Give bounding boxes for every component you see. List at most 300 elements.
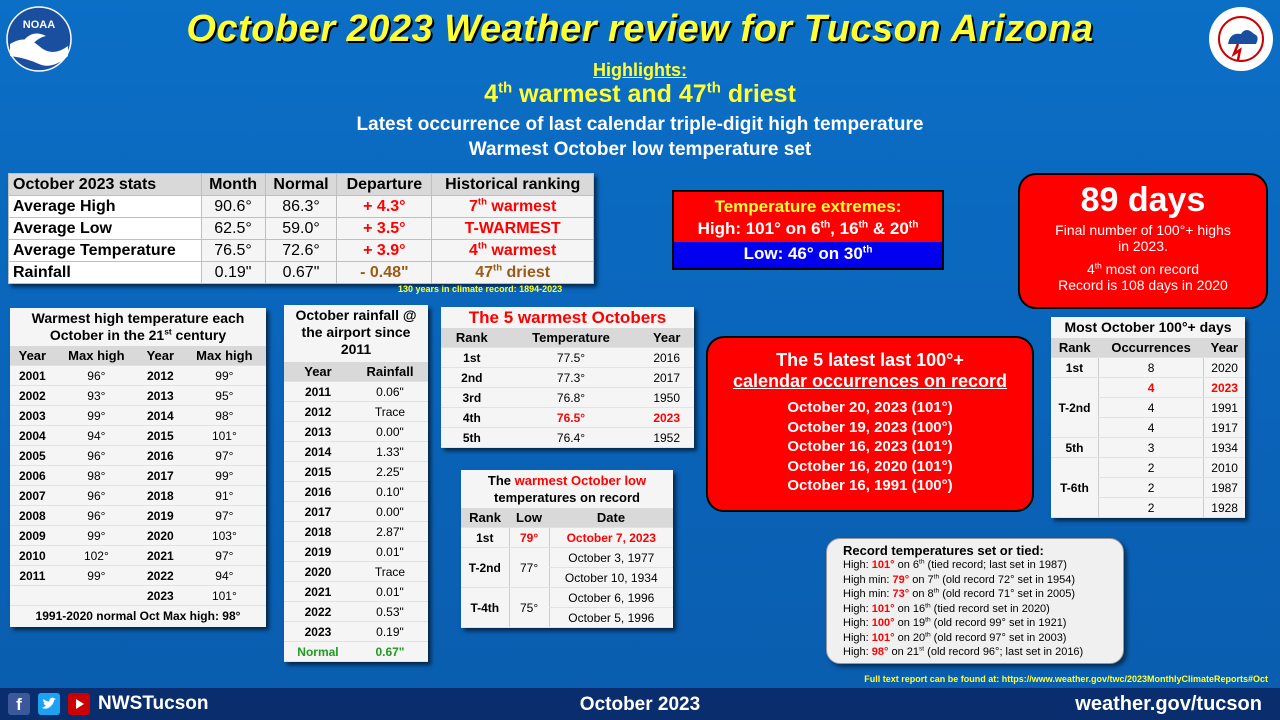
record-item — [843, 573, 1123, 588]
table-cell: 2014 — [138, 406, 183, 426]
table-cell: 2003 — [10, 406, 55, 426]
table-cell: 1st — [441, 348, 503, 368]
low-date: October 7, 2023 — [549, 528, 673, 548]
table-cell: 2015 — [138, 426, 183, 446]
rainfall-normal-row — [284, 642, 428, 662]
record-note: (old record 72° set in 1954) — [939, 573, 1076, 586]
table-row — [10, 546, 266, 566]
rank-cell: T-6th — [1051, 458, 1098, 518]
table-cell: 97° — [183, 546, 266, 566]
column-header: Year — [639, 328, 694, 348]
occurrences-cell: 4 — [1098, 378, 1203, 398]
table-cell: 76.5° — [503, 408, 640, 428]
temperature-extremes-high: High: 101° on 6th, 16th & 20th — [697, 219, 919, 238]
table-cell: 103° — [183, 526, 266, 546]
table-row — [284, 622, 428, 642]
year-cell: 2023 — [1204, 378, 1245, 398]
table-row — [284, 502, 428, 522]
low-date: October 10, 1934 — [549, 568, 673, 588]
stats-normal-value: 86.3° — [265, 196, 337, 218]
footer-month: October 2023 — [579, 694, 701, 715]
rainfall-amount: 2.87" — [352, 522, 428, 542]
column-header: Occurrences — [1098, 338, 1203, 358]
table-cell: 2023 — [639, 408, 694, 428]
rainfall-normal-label: Normal — [284, 642, 352, 662]
rainfall-year: 2017 — [284, 502, 352, 522]
rainfall-amount: 1.33" — [352, 442, 428, 462]
table-cell: 2006 — [10, 466, 55, 486]
record-value: 101° — [871, 631, 895, 644]
rainfall-normal-value: 0.67" — [352, 642, 428, 662]
table-row — [441, 388, 694, 408]
year-cell: 1928 — [1204, 498, 1245, 518]
stats-departure: - 0.48" — [337, 262, 432, 284]
temperature-extremes-box — [672, 190, 944, 270]
table-header-row — [461, 508, 673, 528]
year-cell: 1934 — [1204, 438, 1245, 458]
table-row — [441, 428, 694, 448]
most-100-days-title: Most October 100°+ days — [1064, 319, 1232, 335]
record-day: on 21 — [888, 646, 919, 658]
record-type: High min: — [843, 588, 893, 600]
social-handle[interactable]: NWSTucson — [98, 693, 209, 714]
latest-100-item: October 16, 1991 (100°) — [787, 477, 953, 494]
climate-record-note: 130 years in climate record: 1894-2023 — [398, 284, 563, 294]
stats-ranking — [432, 240, 594, 262]
table-cell: 96° — [55, 486, 138, 506]
table-header-row — [10, 346, 266, 366]
stats-normal-value: 0.67" — [265, 262, 337, 284]
record-day: on 7 — [909, 573, 934, 586]
record-value: 101° — [871, 602, 895, 615]
table-row — [1051, 458, 1245, 478]
days-box-line2: in 2023. — [1118, 238, 1168, 254]
record-day-suffix: th — [933, 587, 940, 595]
table-cell: 1952 — [639, 428, 694, 448]
low-date: October 5, 1996 — [549, 608, 673, 628]
records-title: Record temperatures set or tied: — [843, 543, 1044, 558]
stats-ranking — [432, 196, 594, 218]
record-type: High: — [843, 602, 872, 615]
latest-100-item: October 16, 2020 (101°) — [787, 457, 953, 475]
stats-row — [9, 240, 594, 262]
rank-cell: 5th — [1051, 438, 1098, 458]
column-header: Year — [284, 362, 352, 382]
hundred-degree-days-box — [1018, 173, 1268, 309]
table-cell: 2023 — [138, 586, 183, 606]
column-header: Max high — [55, 346, 138, 366]
ranking-text: warmest — [486, 197, 557, 215]
stats-normal-value: 59.0° — [265, 218, 337, 240]
table-cell: 97° — [183, 506, 266, 526]
stats-departure: + 3.5° — [337, 218, 432, 240]
table-row — [284, 582, 428, 602]
highlight-main: 4th warmest and 47th driest — [484, 79, 796, 108]
record-day-suffix: th — [925, 630, 931, 638]
table-header-row — [284, 362, 428, 382]
table-cell: 2016 — [639, 348, 694, 368]
hundred-degree-days-count: 89 days — [1080, 181, 1206, 219]
record-note: (old record 71° set in 2005) — [939, 588, 1076, 600]
table-row — [10, 406, 266, 426]
rainfall-table — [284, 362, 428, 662]
svg-text:NOAA: NOAA — [22, 19, 56, 31]
table-row — [284, 402, 428, 422]
warmest-high-title: Warmest high temperature each October in the 21st century — [31, 310, 245, 343]
table-cell: 101° — [183, 426, 266, 446]
rainfall-year: 2013 — [284, 422, 352, 442]
low-date: October 3, 1977 — [549, 548, 673, 568]
table-row — [461, 548, 673, 568]
stats-column-header: Month — [201, 174, 265, 196]
highlight-warmest-low: Warmest October low temperature set — [468, 139, 812, 160]
table-cell: 98° — [183, 406, 266, 426]
rainfall-amount: 0.00" — [352, 502, 428, 522]
table-row — [284, 382, 428, 402]
table-cell: 99° — [55, 566, 138, 586]
rank-cell: T-2nd — [1051, 378, 1098, 438]
table-cell: 5th — [441, 428, 503, 448]
column-header: Year — [1204, 338, 1245, 358]
rainfall-year: 2022 — [284, 602, 352, 622]
stats-departure: + 4.3° — [337, 196, 432, 218]
record-note: (old record 97° set in 2003) — [930, 631, 1067, 644]
warmest-lows-panel — [461, 470, 673, 628]
year-cell: 2020 — [1204, 358, 1245, 378]
low-rank: 1st — [461, 528, 509, 548]
table-row — [10, 426, 266, 446]
table-cell: 99° — [55, 526, 138, 546]
latest-100-item: October 16, 2023 (101°) — [787, 438, 953, 455]
warmest-lows-table — [461, 508, 673, 628]
records-list — [843, 558, 1123, 660]
occurrences-cell: 2 — [1098, 498, 1203, 518]
table-cell: 77.3° — [503, 368, 640, 388]
table-header-row — [441, 328, 694, 348]
rainfall-year: 2011 — [284, 382, 352, 402]
rainfall-amount: 0.01" — [352, 542, 428, 562]
days-box-line1: Final number of 100°+ highs — [1055, 222, 1231, 238]
table-cell: 1950 — [639, 388, 694, 408]
record-item — [843, 616, 1123, 631]
table-row — [1051, 358, 1245, 378]
table-cell: 94° — [55, 426, 138, 446]
table-row — [284, 422, 428, 442]
stats-month-value: 0.19" — [201, 262, 265, 284]
record-note: (tied record; last set in 1987) — [924, 559, 1067, 571]
warmest-octobers-table — [441, 328, 694, 448]
stats-normal-value: 72.6° — [265, 240, 337, 262]
stats-month-value: 76.5° — [201, 240, 265, 262]
stats-row-label: Average High — [9, 196, 202, 218]
latest-100-subtitle: calendar occurrences on record — [732, 371, 1008, 391]
rainfall-year: 2015 — [284, 462, 352, 482]
table-row — [284, 542, 428, 562]
rainfall-amount: 0.01" — [352, 582, 428, 602]
stats-row — [9, 262, 594, 284]
table-cell: 2017 — [138, 466, 183, 486]
ranking-value: 7 — [468, 197, 478, 215]
table-cell: 2017 — [639, 368, 694, 388]
rainfall-year: 2019 — [284, 542, 352, 562]
occurrences-cell: 2 — [1098, 458, 1203, 478]
table-cell: 2002 — [10, 386, 55, 406]
footer-site-link[interactable]: weather.gov/tucson — [1075, 693, 1262, 715]
table-row — [10, 586, 266, 606]
table-cell — [10, 586, 55, 606]
table-cell: 2013 — [138, 386, 183, 406]
rainfall-amount: Trace — [352, 562, 428, 582]
table-cell: 95° — [183, 386, 266, 406]
table-header-row — [1051, 338, 1245, 358]
stats-ranking — [432, 262, 594, 284]
record-item — [843, 558, 1123, 573]
stats-table-panel — [8, 173, 594, 284]
record-note: (old record 99° set in 1921) — [930, 617, 1067, 629]
stats-row-label: Average Low — [9, 218, 202, 240]
facebook-icon[interactable]: f — [8, 693, 30, 715]
rainfall-amount: 0.00" — [352, 422, 428, 442]
rainfall-amount: Trace — [352, 402, 428, 422]
footer-bar — [0, 688, 1280, 720]
table-cell: 96° — [55, 446, 138, 466]
rainfall-amount: 2.25" — [352, 462, 428, 482]
table-cell: 3rd — [441, 388, 503, 408]
temperature-extremes-low: Low: 46° on 30th — [674, 242, 942, 268]
table-cell: 2008 — [10, 506, 55, 526]
latest-100-title: The 5 latest last 100°+ — [776, 350, 964, 370]
table-cell: 2004 — [10, 426, 55, 446]
table-row — [10, 566, 266, 586]
table-row — [1051, 438, 1245, 458]
table-cell: 99° — [183, 366, 266, 386]
table-cell: 76.4° — [503, 428, 640, 448]
rainfall-amount: 0.19" — [352, 622, 428, 642]
year-cell: 1991 — [1204, 398, 1245, 418]
table-cell: 97° — [183, 446, 266, 466]
rainfall-panel — [284, 305, 428, 662]
table-row — [284, 462, 428, 482]
table-cell: 99° — [55, 406, 138, 426]
record-value: 98° — [871, 646, 889, 658]
column-header: Max high — [183, 346, 266, 366]
occurrences-cell: 3 — [1098, 438, 1203, 458]
warmest-octobers-panel — [441, 307, 694, 448]
latest-100-item: October 19, 2023 (100°) — [787, 418, 953, 436]
table-row — [461, 528, 673, 548]
rainfall-year: 2014 — [284, 442, 352, 462]
column-header: Year — [138, 346, 183, 366]
stats-table — [8, 173, 594, 284]
table-row — [284, 602, 428, 622]
table-cell: 2nd — [441, 368, 503, 388]
record-day-suffix: th — [933, 572, 940, 580]
temperature-extremes-title: Temperature extremes: — [714, 197, 902, 216]
table-cell: 2019 — [138, 506, 183, 526]
warmest-high-normal: 1991-2020 normal Oct Max high: 98° — [35, 609, 241, 623]
table-row — [461, 588, 673, 608]
table-cell: 2011 — [10, 566, 55, 586]
table-cell: 2020 — [138, 526, 183, 546]
rainfall-year: 2012 — [284, 402, 352, 422]
table-row — [284, 522, 428, 542]
record-type: High min: — [843, 573, 893, 586]
latest-100-box — [706, 336, 1034, 512]
table-cell: 2022 — [138, 566, 183, 586]
table-cell: 2005 — [10, 446, 55, 466]
year-cell: 1917 — [1204, 418, 1245, 438]
highlight-latest-triple-digit: Latest occurrence of last calendar triple-digit high temperature — [356, 114, 924, 135]
most-100-days-panel — [1051, 317, 1245, 518]
rainfall-title: October rainfall @ the airport since 2011 — [295, 307, 417, 357]
record-day: on 16 — [894, 602, 926, 615]
stats-column-header: Departure — [337, 174, 432, 196]
occurrences-cell: 8 — [1098, 358, 1203, 378]
stats-ranking — [432, 218, 594, 240]
most-100-days-table — [1051, 338, 1245, 518]
column-header: Rank — [461, 508, 509, 528]
rainfall-year: 2018 — [284, 522, 352, 542]
table-row — [441, 368, 694, 388]
table-row — [10, 466, 266, 486]
column-header: Rainfall — [352, 362, 428, 382]
page-title: October 2023 Weather review for Tucson Arizona — [186, 8, 1094, 50]
table-cell: 102° — [55, 546, 138, 566]
latest-100-item: October 20, 2023 (101°) — [787, 399, 953, 416]
record-type: High: — [843, 631, 872, 644]
record-day: on 8 — [909, 588, 934, 600]
low-date: October 6, 1996 — [549, 588, 673, 608]
stats-column-header: October 2023 stats — [9, 174, 202, 196]
stats-row — [9, 196, 594, 218]
rainfall-year: 2021 — [284, 582, 352, 602]
ranking-value: 47 — [475, 263, 493, 281]
record-note: (tied record set in 2020) — [930, 602, 1050, 615]
table-cell: 2018 — [138, 486, 183, 506]
record-item — [843, 602, 1123, 617]
column-header: Temperature — [503, 328, 640, 348]
table-row — [284, 562, 428, 582]
rank-cell: 1st — [1051, 358, 1098, 378]
column-header: Year — [10, 346, 55, 366]
highlights-label: Highlights: — [593, 60, 687, 80]
record-day-suffix: th — [925, 616, 931, 624]
record-value: 100° — [871, 617, 895, 629]
record-item — [843, 645, 1123, 660]
record-value: 101° — [871, 559, 895, 571]
record-day-suffix: th — [925, 601, 931, 609]
rainfall-year: 2016 — [284, 482, 352, 502]
table-row — [1051, 378, 1245, 398]
table-row — [10, 386, 266, 406]
rainfall-year: 2023 — [284, 622, 352, 642]
ranking-suffix: th — [477, 240, 487, 252]
record-item — [843, 587, 1123, 602]
warmest-high-panel — [10, 308, 266, 627]
column-header: Low — [509, 508, 549, 528]
occurrences-cell: 4 — [1098, 398, 1203, 418]
record-day: on 6 — [894, 559, 919, 571]
days-box-line3: 4th most on record — [1086, 260, 1200, 277]
low-value: 77° — [509, 548, 549, 588]
table-cell: 94° — [183, 566, 266, 586]
full-report-link[interactable]: Full text report can be found at: https://www.weather.gov/twc/2023MonthlyClimateReports#Oct — [864, 674, 1268, 684]
stats-month-value: 62.5° — [201, 218, 265, 240]
latest-100-list — [708, 398, 1032, 496]
warmest-lows-title: The warmest October low temperatures on record — [487, 473, 647, 505]
stats-row — [9, 218, 594, 240]
table-cell: 2009 — [10, 526, 55, 546]
record-item — [843, 631, 1123, 646]
table-cell: 76.8° — [503, 388, 640, 408]
ranking-text: driest — [502, 263, 551, 281]
table-cell: 2016 — [138, 446, 183, 466]
rainfall-amount: 0.06" — [352, 382, 428, 402]
table-cell: 2007 — [10, 486, 55, 506]
year-cell: 2010 — [1204, 458, 1245, 478]
stats-column-header: Historical ranking — [432, 174, 594, 196]
stats-header-row — [9, 174, 594, 196]
stats-row-label: Average Temperature — [9, 240, 202, 262]
table-cell: 2010 — [10, 546, 55, 566]
table-cell: 96° — [55, 366, 138, 386]
record-day-suffix: st — [918, 645, 925, 653]
low-value: 79° — [509, 528, 549, 548]
stats-departure: + 3.9° — [337, 240, 432, 262]
record-day: on 19 — [894, 617, 926, 629]
low-rank: T-2nd — [461, 548, 509, 588]
ranking-value: T-WARMEST — [464, 219, 561, 237]
table-cell: 2001 — [10, 366, 55, 386]
stats-column-header: Normal — [265, 174, 337, 196]
rainfall-amount: 0.10" — [352, 482, 428, 502]
record-note: (old record 96°; last set in 2016) — [924, 646, 1084, 658]
rainfall-amount: 0.53" — [352, 602, 428, 622]
table-row — [10, 366, 266, 386]
record-value: 79° — [892, 573, 910, 586]
stats-month-value: 90.6° — [201, 196, 265, 218]
table-cell: 96° — [55, 506, 138, 526]
table-cell: 77.5° — [503, 348, 640, 368]
table-cell: 99° — [183, 466, 266, 486]
ranking-suffix: th — [477, 196, 487, 208]
record-type: High: — [843, 617, 872, 629]
days-box-line4: Record is 108 days in 2020 — [1058, 277, 1228, 293]
ranking-value: 4 — [468, 241, 478, 259]
table-cell: 98° — [55, 466, 138, 486]
table-row — [10, 486, 266, 506]
ranking-suffix: th — [493, 262, 503, 274]
records-box — [826, 538, 1124, 664]
table-row — [284, 442, 428, 462]
table-row — [441, 348, 694, 368]
stats-row-label: Rainfall — [9, 262, 202, 284]
column-header: Date — [549, 508, 673, 528]
record-type: High: — [843, 646, 872, 658]
warmest-octobers-title: The 5 warmest Octobers — [468, 308, 667, 327]
occurrences-cell: 4 — [1098, 418, 1203, 438]
table-cell: 2021 — [138, 546, 183, 566]
record-type: High: — [843, 559, 872, 571]
record-day: on 20 — [894, 631, 926, 644]
occurrences-cell: 2 — [1098, 478, 1203, 498]
low-rank: T-4th — [461, 588, 509, 628]
table-cell: 101° — [183, 586, 266, 606]
year-cell: 1987 — [1204, 478, 1245, 498]
table-cell — [55, 586, 138, 606]
ranking-text: warmest — [486, 241, 557, 259]
table-cell: 4th — [441, 408, 503, 428]
